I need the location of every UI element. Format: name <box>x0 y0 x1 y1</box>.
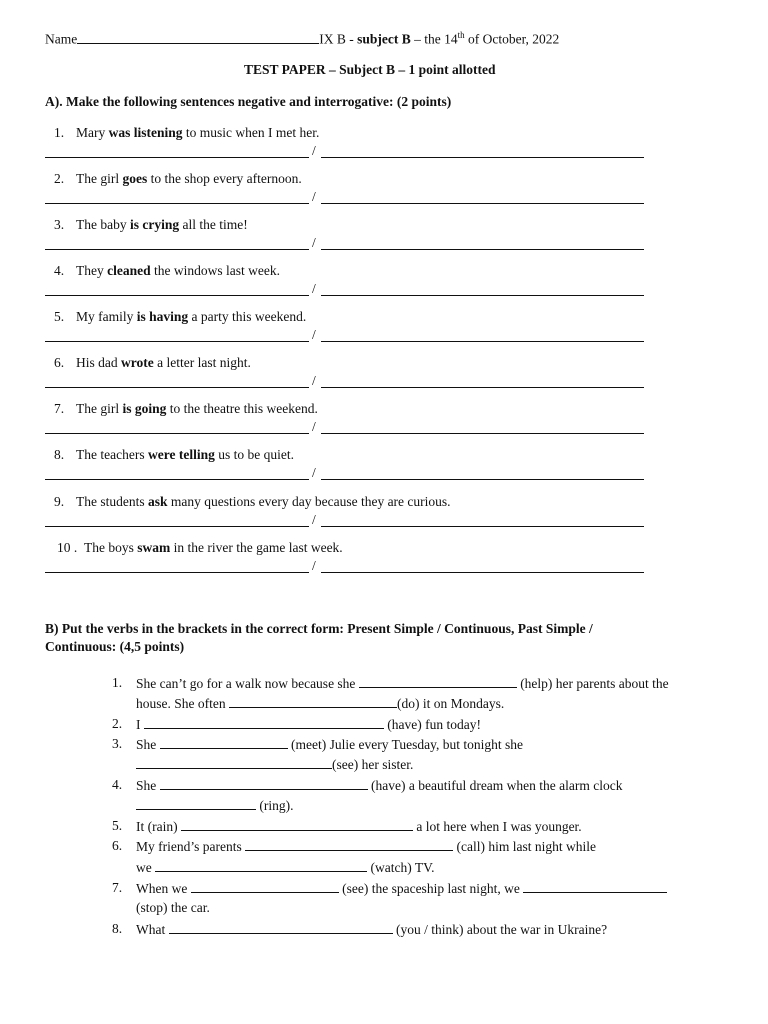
a-item-number: 2. <box>54 171 65 186</box>
interrogative-answer-line[interactable] <box>321 526 644 527</box>
negative-answer-line[interactable] <box>45 249 309 250</box>
a-item-text-pre: Mary <box>76 125 109 140</box>
a-item-sentence <box>54 401 318 417</box>
b-item-7-line2 <box>136 900 210 916</box>
b-text: She <box>136 737 160 752</box>
b-item-4-line1 <box>136 777 623 794</box>
negative-answer-line[interactable] <box>45 479 309 480</box>
b-item-3-line2 <box>136 756 413 773</box>
b-item-number: 4. <box>112 777 123 792</box>
header-line <box>45 30 559 48</box>
answer-separator: / <box>312 281 316 296</box>
a-item-verb: swam <box>137 540 171 555</box>
a-item-number: 9. <box>54 494 65 509</box>
b-item-6-line1 <box>136 838 596 855</box>
b-text: (see) her sister. <box>332 757 414 772</box>
a-item-number: 3. <box>54 217 65 232</box>
a-item-text-pre: They <box>76 263 108 278</box>
answer-blank[interactable] <box>144 716 384 729</box>
a-item-verb: were telling <box>147 447 215 462</box>
b-text: My friend’s parents <box>136 839 246 854</box>
a-item-number: 7. <box>54 401 65 416</box>
a-item-text-post: the windows last week. <box>150 263 280 278</box>
b-text: (do) it on Mondays. <box>396 696 505 711</box>
a-item-text-post: to the shop every afternoon. <box>147 171 302 186</box>
a-item-number: 6. <box>54 355 65 370</box>
a-item-text-post: us to be quiet. <box>214 447 294 462</box>
negative-answer-line[interactable] <box>45 387 309 388</box>
b-item-number: 3. <box>112 736 123 751</box>
a-item-text-pre: The girl <box>76 401 123 416</box>
interrogative-answer-line[interactable] <box>321 295 644 296</box>
a-item-number: 4. <box>54 263 65 278</box>
b-item-number: 6. <box>112 838 123 853</box>
a-item-verb: is crying <box>129 217 180 232</box>
answer-blank[interactable] <box>169 921 393 934</box>
a-item-verb: was listening <box>108 125 183 140</box>
a-item-verb: is having <box>136 309 189 324</box>
a-item-verb: wrote <box>121 355 154 370</box>
section-b-title-line2: Continuous: (4,5 points) <box>45 639 185 654</box>
negative-answer-line[interactable] <box>45 572 309 573</box>
answer-separator: / <box>312 512 316 527</box>
a-item-text-pre: His dad <box>76 355 121 370</box>
negative-answer-line[interactable] <box>45 341 309 342</box>
section-b-title-line1: B) Put the verbs in the brackets in the correct form: Present Simple / Continuous, Past Simple / <box>45 621 593 636</box>
b-text: (call) him last night while <box>453 839 596 854</box>
date-superscript: th <box>457 30 465 40</box>
answer-blank[interactable] <box>155 859 367 872</box>
interrogative-answer-line[interactable] <box>321 433 644 434</box>
b-item-number: 8. <box>112 921 123 936</box>
b-text: I <box>136 717 144 732</box>
answer-separator: / <box>312 419 316 434</box>
date-prefix: – the 14 <box>410 31 458 47</box>
answer-blank[interactable] <box>229 695 397 708</box>
b-text: (help) her parents about the <box>516 676 669 691</box>
b-text: house. She often <box>136 696 229 711</box>
a-item-sentence <box>54 355 251 371</box>
b-item-7-line1 <box>136 880 667 897</box>
b-text: What <box>136 922 169 937</box>
a-item-number: 10 . <box>57 540 78 555</box>
b-text: (have) fun today! <box>383 717 481 732</box>
a-item-verb: is going <box>122 401 167 416</box>
a-item-text-post: to the theatre this weekend. <box>166 401 318 416</box>
answer-separator: / <box>312 373 316 388</box>
negative-answer-line[interactable] <box>45 203 309 204</box>
answer-blank[interactable] <box>191 880 339 893</box>
a-item-text-pre: The boys <box>84 540 138 555</box>
a-item-text-pre: The teachers <box>76 447 148 462</box>
a-item-number: 8. <box>54 447 65 462</box>
answer-blank[interactable] <box>523 880 667 893</box>
class-label: IX B - <box>319 31 358 47</box>
a-item-sentence <box>54 125 319 141</box>
answer-separator: / <box>312 558 316 573</box>
b-item-number: 5. <box>112 818 123 833</box>
a-item-text-pre: The girl <box>76 171 123 186</box>
a-item-text-post: a party this weekend. <box>188 309 307 324</box>
a-item-sentence <box>54 494 451 510</box>
negative-answer-line[interactable] <box>45 295 309 296</box>
b-text: She can’t go for a walk now because she <box>136 676 359 691</box>
answer-blank[interactable] <box>136 756 332 769</box>
answer-blank[interactable] <box>160 736 288 749</box>
a-item-sentence <box>54 171 302 187</box>
a-item-text-post: many questions every day because they are curious. <box>167 494 451 509</box>
negative-answer-line[interactable] <box>45 157 309 158</box>
date-rest: of October, 2022 <box>464 31 560 47</box>
a-item-text-pre: My family <box>76 309 137 324</box>
b-item-number: 2. <box>112 716 123 731</box>
a-item-sentence <box>57 540 343 556</box>
interrogative-answer-line[interactable] <box>321 203 644 204</box>
answer-separator: / <box>312 327 316 342</box>
section-a-title: A). Make the following sentences negative and interrogative: (2 points) <box>45 94 452 109</box>
b-item-1-line1 <box>136 675 669 692</box>
answer-separator: / <box>312 143 316 158</box>
b-text: (ring). <box>256 798 294 813</box>
b-item-5 <box>136 818 582 835</box>
answer-blank[interactable] <box>245 838 453 851</box>
name-label: Name <box>45 31 78 47</box>
b-text: we <box>136 860 156 875</box>
answer-separator: / <box>312 189 316 204</box>
interrogative-answer-line[interactable] <box>321 479 644 480</box>
interrogative-answer-line[interactable] <box>321 387 644 388</box>
b-text: When we <box>136 881 191 896</box>
b-item-4-line2 <box>136 797 294 814</box>
name-field[interactable] <box>77 31 319 44</box>
a-item-verb: cleaned <box>107 263 151 278</box>
b-item-3-line1 <box>136 736 523 753</box>
a-item-text-post: all the time! <box>179 217 248 232</box>
subject-label: subject B <box>357 31 411 47</box>
b-text: a lot here when I was younger. <box>412 819 582 834</box>
b-text: It (rain) <box>136 819 181 834</box>
b-text: (see) the spaceship last night, we <box>338 881 524 896</box>
b-item-number: 7. <box>112 880 123 895</box>
interrogative-answer-line[interactable] <box>321 572 644 573</box>
interrogative-answer-line[interactable] <box>321 157 644 158</box>
b-item-8 <box>136 921 607 938</box>
b-text: (stop) the car. <box>136 900 210 915</box>
a-item-text-post: to music when I met her. <box>182 125 320 140</box>
a-item-text-pre: The students <box>76 494 148 509</box>
a-item-text-pre: The baby <box>76 217 130 232</box>
a-item-number: 5. <box>54 309 65 324</box>
a-item-sentence <box>54 309 306 325</box>
a-item-sentence <box>54 217 248 233</box>
a-item-text-post: a letter last night. <box>153 355 251 370</box>
answer-blank[interactable] <box>181 818 413 831</box>
b-text: (you / think) about the war in Ukraine? <box>392 922 608 937</box>
negative-answer-line[interactable] <box>45 433 309 434</box>
b-text: She <box>136 778 160 793</box>
answer-separator: / <box>312 465 316 480</box>
a-item-verb: goes <box>122 171 148 186</box>
b-text: (watch) TV. <box>367 860 435 875</box>
negative-answer-line[interactable] <box>45 526 309 527</box>
answer-blank[interactable] <box>136 797 256 810</box>
b-text: (meet) Julie every Tuesday, but tonight she <box>287 737 523 752</box>
answer-separator: / <box>312 235 316 250</box>
a-item-verb: ask <box>148 494 168 509</box>
a-item-sentence <box>54 447 294 463</box>
answer-blank[interactable] <box>359 675 517 688</box>
b-item-6-line2 <box>136 859 435 876</box>
b-item-1-line2 <box>136 695 504 712</box>
interrogative-answer-line[interactable] <box>321 341 644 342</box>
a-item-number: 1. <box>54 125 65 140</box>
a-item-sentence <box>54 263 280 279</box>
answer-blank[interactable] <box>160 777 368 790</box>
a-item-text-post: in the river the game last week. <box>170 540 343 555</box>
b-item-number: 1. <box>112 675 123 690</box>
b-item-2 <box>136 716 481 733</box>
interrogative-answer-line[interactable] <box>321 249 644 250</box>
b-text: (have) a beautiful dream when the alarm clock <box>367 778 623 793</box>
test-title: TEST PAPER – Subject B – 1 point allotted <box>244 62 496 77</box>
